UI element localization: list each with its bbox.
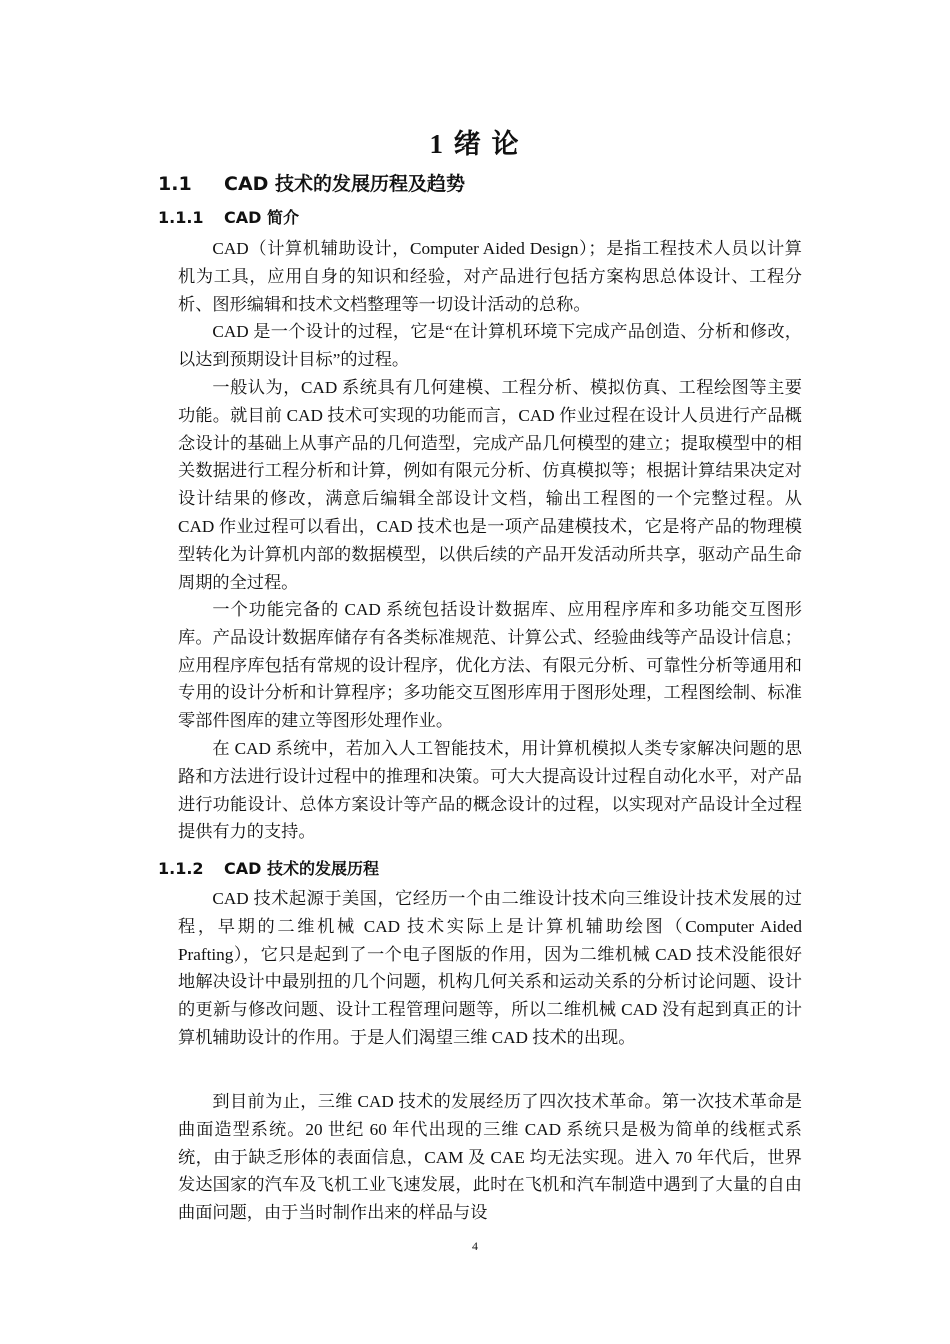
paragraph: 一般认为，CAD 系统具有几何建模、工程分析、模拟仿真、工程绘图等主要功能。就目前 CAD 技术可实现的功能而言，CAD 作业过程在设计人员进行产品概念设计的基础上从事产品的几何造型，完成产品几何模型的建立；提取模型中的相关数据进行工程分析和计算，例如有限元分析、仿真模拟等；根据计算结果决定对设计结果的修改，满意后编辑全部设计文档，输出工程图的一个完整过程。从 CAD 作业过程可以看出，CAD 技术也是一项产品建模技术，它是将产品的物理模型转化为计算机内部的数据模型，以供后续的产品开发活动所共享，驱动产品生命周期的全过程。 bbox=[178, 378, 802, 592]
section-title: CAD 技术的发展历程及趋势 bbox=[224, 173, 466, 195]
paragraph: CAD（计算机辅助设计，Computer Aided Design）；是指工程技术人员以计算机为工具，应用自身的知识和经验，对产品进行包括方案构思总体设计、工程分析、图形编辑和技术文档整理等一切设计活动的总称。 bbox=[178, 239, 802, 314]
paragraph: 在 CAD 系统中，若加入人工智能技术，用计算机模拟人类专家解决问题的思路和方法进行设计过程中的推理和决策。可大大提高设计过程自动化水平，对产品进行功能设计、总体方案设计等产品的概念设计的过程，以实现对产品设计全过程提供有力的支持。 bbox=[178, 739, 802, 842]
paragraph: 到目前为止，三维 CAD 技术的发展经历了四次技术革命。第一次技术革命是曲面造型系统。20 世纪 60 年代出现的三维 CAD 系统只是极为简单的线框式系统，由于缺乏形体的表面信息，CAM 及 CAE 均无法实现。进入 70 年代后，世界发达国家的汽车及飞机工业飞速发展，此时在飞机和汽车制造中遇到了大量的自由曲面问题，由于当时制作出来的样品与设 bbox=[178, 1092, 802, 1223]
subsection-number: 1.1.2 bbox=[158, 859, 204, 878]
paragraph: CAD 是一个设计的过程，它是“在计算机环境下完成产品创造、分析和修改，以达到预期设计目标”的过程。 bbox=[178, 322, 802, 369]
subsection-title: CAD 技术的发展历程 bbox=[224, 859, 379, 878]
paragraph: 一个功能完备的 CAD 系统包括设计数据库、应用程序库和多功能交互图形库。产品设计数据库储存有各类标准规范、计算公式、经验曲线等产品设计信息；应用程序库包括有常规的设计程序，优化方法、有限元分析、可靠性分析等通用和专用的设计分析和计算程序；多功能交互图形库用于图形处理，工程图绘制、标准零部件图库的建立等图形处理作业。 bbox=[178, 600, 802, 731]
chapter-title: 1 绪 论 bbox=[429, 129, 521, 159]
paragraph: CAD 技术起源于美国，它经历一个由二维设计技术向三维设计技术发展的过程，早期的二维机械 CAD 技术实际上是计算机辅助绘图（Computer Aided Prafting），它只是起到了一个电子图版的作用，因为二维机械 CAD 技术没能很好地解决设计中最别扭的几个问题，机构几何关系和运动关系的分析讨论问题、设计的更新与修改问题、设计工程管理问题等，所以二维机械 CAD 没有起到真正的计算机辅助设计的作用。于是人们渴望三维 CAD 技术的出现。 bbox=[178, 889, 802, 1047]
section-heading bbox=[158, 170, 465, 198]
subsection-heading bbox=[158, 206, 299, 230]
subsection-heading bbox=[158, 857, 379, 881]
section-number: 1.1 bbox=[158, 173, 192, 195]
page-number: 4 bbox=[472, 1239, 478, 1253]
subsection-title: CAD 简介 bbox=[224, 208, 299, 227]
subsection-number: 1.1.1 bbox=[158, 208, 204, 227]
